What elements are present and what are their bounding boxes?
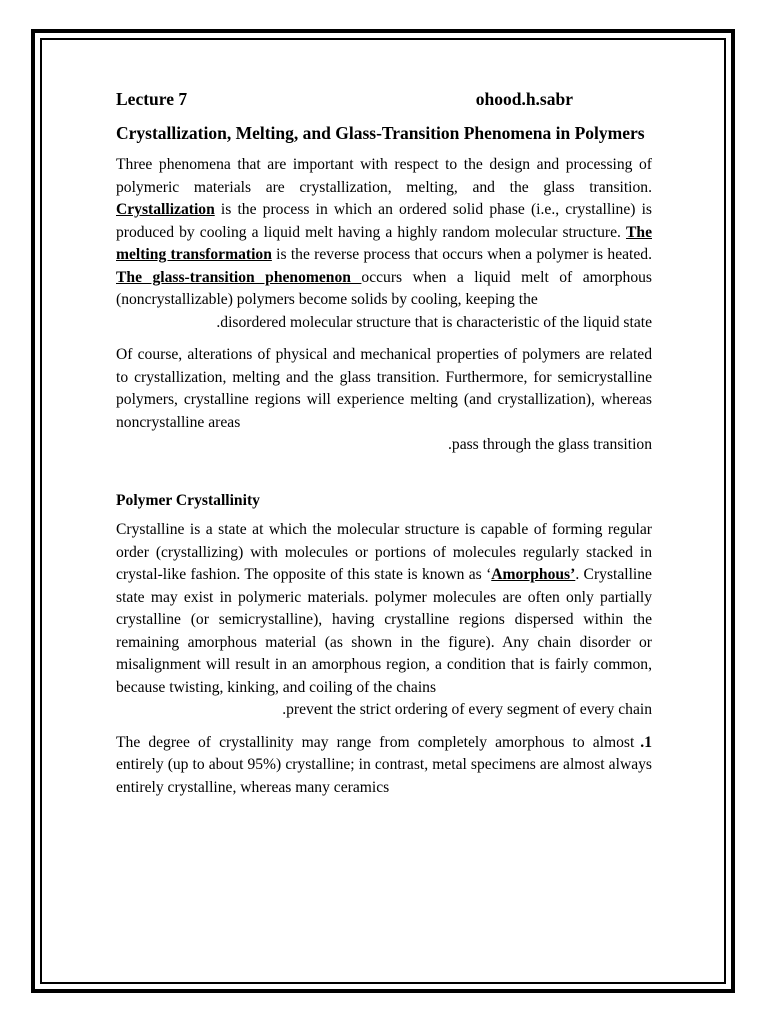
p1-text-1: Three phenomena that are important with respect to the design and processing of polymeric materials are crystallization, melting, and the glass transition. — [116, 156, 652, 196]
p1-text-2: is the process in which an ordered solid phase (i.e., crystalline) is produced by cooling a liquid melt having a highly random molecular structure. — [116, 201, 652, 241]
document-content — [116, 86, 652, 809]
document-title: Crystallization, Melting, and Glass-Transition Phenomena in Polymers — [116, 123, 645, 143]
p3-last-line: .prevent the strict ordering of every segment of every chain — [282, 701, 652, 718]
section-heading: Polymer Crystallinity — [116, 491, 260, 509]
author-name: ohood.h.sabr — [475, 89, 573, 109]
p2-last-line: .pass through the glass transition — [448, 436, 652, 453]
p1-text-3: is the reverse process that occurs when a polymer is heated. — [271, 246, 652, 263]
p4-text-1: The degree of crystallinity may range from completely amorphous to almost entirely (up to about 95%) crystalline; in contrast, metal specimens are almost always entirely crystalline, whereas many ceramics — [116, 733, 652, 796]
paragraph-2 — [116, 344, 652, 457]
term-amorphous: Amorphous’ — [491, 566, 576, 583]
p1-text-4: occurs when a liquid melt of amorphous (noncrystallizable) polymers become solids by cooling, keeping the — [116, 268, 652, 308]
paragraph-3 — [116, 519, 652, 722]
lecture-label: Lecture 7 — [116, 89, 188, 109]
paragraph-4 — [116, 732, 652, 800]
paragraph-1 — [116, 154, 652, 334]
term-melting-transformation: The melting transformation — [116, 223, 652, 263]
term-glass-transition: The glass-transition phenomenon — [116, 268, 362, 286]
p1-last-line: .disordered molecular structure that is characteristic of the liquid state — [216, 313, 652, 331]
p2-text-1: Of course, alterations of physical and mechanical properties of polymers are related to crystallization, melting and the glass transition. Furthermore, for semicrystalline polymers, crystalline regions will experience melting (and crystallization), whereas noncrystalline areas — [116, 346, 652, 431]
term-crystallization: Crystallization — [116, 201, 215, 218]
p3-text-1: Crystalline is a state at which the molecular structure is capable of forming regular order (crystallizing) with molecules or portions of molecules regularly stacked in crystal-like fashion. The opposite of this state is known as ‘ — [116, 521, 652, 583]
p3-text-2: . Crystalline state may exist in polymeric materials. polymer molecules are often only partially crystalline (or semicrystalline), having crystalline regions dispersed within the remaining amorphous material (as shown in the figure). Any chain disorder or misalignment will result in an amorphous region, a condition that is fairly common, because twisting, kinking, and coiling of the chains — [116, 566, 652, 696]
list-number: .1 — [640, 733, 652, 751]
header — [116, 86, 652, 112]
